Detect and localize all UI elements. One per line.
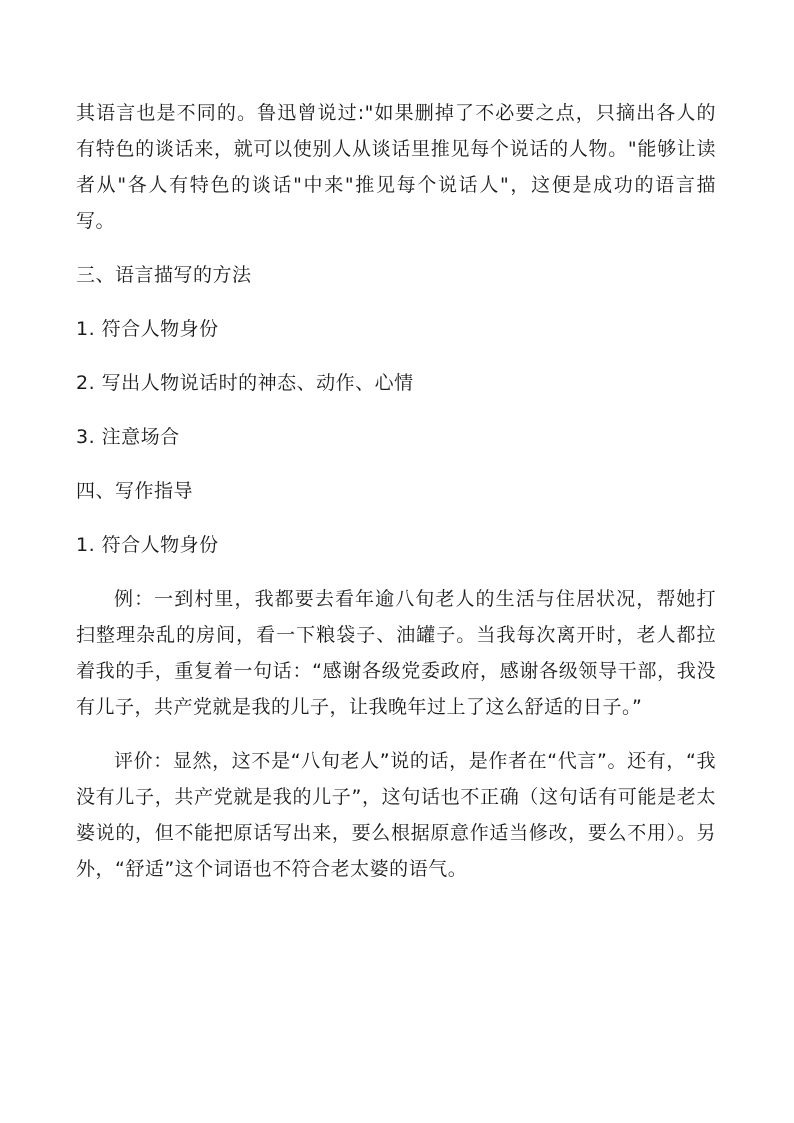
paragraph-lu-xun-quote: 其语言也是不同的。鲁迅曾说过:"如果删掉了不必要之点，只摘出各人的有特色的谈话来，就可以使别人从谈话里推见每个说话的人物。"能够让读者从"各人有特色的谈话"中来"推见每个说话人"，这便是成功的语言描写。 xyxy=(76,102,716,232)
list-item-method-1: 1. 符合人物身份 xyxy=(76,318,219,340)
paragraph-gap xyxy=(76,455,716,473)
paragraph-gap xyxy=(76,509,716,527)
list-item-method-2: 2. 写出人物说话时的神态、动作、心情 xyxy=(76,372,414,394)
heading-section-three: 三、语言描写的方法 xyxy=(76,264,252,286)
paragraph-evaluation: 评价：显然，这不是“八旬老人”说的话，是作者在“代言”。还有，“我没有儿子，共产党就是我的儿子”，这句话也不正确（这句话有可能是老太婆说的，但不能把原话写出来，要么根据原意作适当修改，要么不用）。另外，“舒适”这个词语也不符合老太婆的语气。 xyxy=(76,750,716,880)
paragraph-gap xyxy=(76,725,716,743)
list-item-method-3: 3. 注意场合 xyxy=(76,426,180,448)
document-body xyxy=(76,95,716,887)
subheading-guide-1: 1. 符合人物身份 xyxy=(76,534,219,556)
paragraph-gap xyxy=(76,563,716,581)
paragraph-gap xyxy=(76,293,716,311)
paragraph-gap xyxy=(76,239,716,257)
paragraph-gap xyxy=(76,401,716,419)
paragraph-example: 例：一到村里，我都要去看年逾八旬老人的生活与住居状况，帮她打扫整理杂乱的房间，看一下粮袋子、油罐子。当我每次离开时，老人都拉着我的手，重复着一句话：“感谢各级党委政府，感谢各级领导干部，我没有儿子，共产党就是我的儿子，让我晚年过上了这么舒适的日子。” xyxy=(76,588,716,718)
heading-section-four: 四、写作指导 xyxy=(76,480,194,502)
paragraph-gap xyxy=(76,347,716,365)
